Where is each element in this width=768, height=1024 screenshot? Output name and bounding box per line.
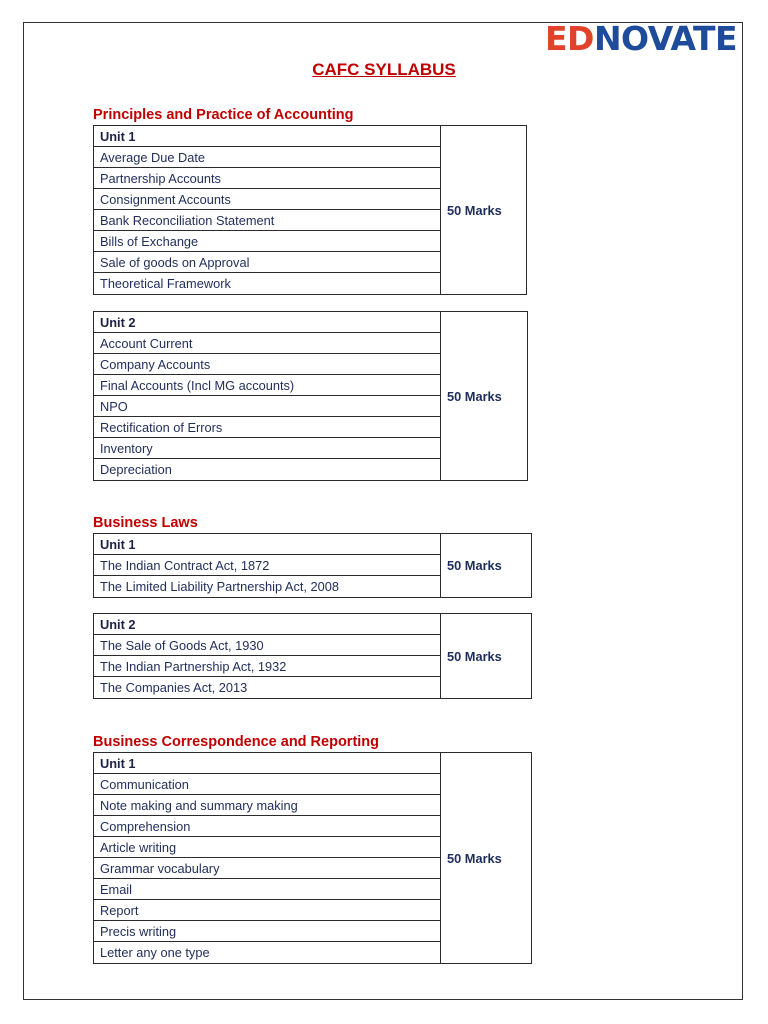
marks-cell: 50 Marks <box>447 558 502 573</box>
ednovate-logo <box>545 19 738 58</box>
topic-row: Average Due Date <box>94 147 440 168</box>
page-title: CAFC SYLLABUS <box>312 60 456 79</box>
topic-row: Article writing <box>94 837 440 858</box>
topic-row: Company Accounts <box>94 354 440 375</box>
section-title-business-laws: Business Laws <box>93 515 198 531</box>
unit-table-laws-1 <box>93 533 532 598</box>
topic-row: Comprehension <box>94 816 440 837</box>
topic-row: The Sale of Goods Act, 1930 <box>94 635 440 656</box>
topic-row: Consignment Accounts <box>94 189 440 210</box>
topic-row: Rectification of Errors <box>94 417 440 438</box>
topic-row: Letter any one type <box>100 945 210 960</box>
marks-cell: 50 Marks <box>447 202 502 218</box>
topic-row: The Companies Act, 2013 <box>100 680 248 695</box>
unit-header: Unit 1 <box>94 753 440 774</box>
topic-row: Partnership Accounts <box>94 168 440 189</box>
topic-row: Final Accounts (Incl MG accounts) <box>94 375 440 396</box>
unit-header: Unit 1 <box>94 534 440 555</box>
topic-row: Sale of goods on Approval <box>94 252 440 273</box>
topic-row: Bank Reconciliation Statement <box>94 210 440 231</box>
topic-row: NPO <box>94 396 440 417</box>
topic-row: Depreciation <box>100 462 172 477</box>
topic-row: Theoretical Framework <box>100 276 231 291</box>
topic-row: Precis writing <box>94 921 440 942</box>
unit-header: Unit 1 <box>94 126 440 147</box>
topic-list <box>94 753 441 963</box>
unit-table-accounting-2 <box>93 311 528 481</box>
topic-list <box>94 534 441 597</box>
marks-cell: 50 Marks <box>447 850 502 866</box>
topic-row: The Limited Liability Partnership Act, 2008 <box>100 579 340 594</box>
logo-novate: NOVATE <box>593 19 738 58</box>
topic-row: Report <box>94 900 440 921</box>
topic-row: Grammar vocabulary <box>94 858 440 879</box>
topic-row: Inventory <box>94 438 440 459</box>
topic-list <box>94 312 441 480</box>
topic-list <box>94 126 441 294</box>
topic-row: Note making and summary making <box>94 795 440 816</box>
unit-header: Unit 2 <box>94 312 440 333</box>
logo-ed: ED <box>545 19 594 58</box>
topic-row: Account Current <box>94 333 440 354</box>
marks-cell: 50 Marks <box>447 648 502 664</box>
section-title-correspondence: Business Correspondence and Reporting <box>93 734 380 750</box>
topic-row: Bills of Exchange <box>94 231 440 252</box>
topic-row: The Indian Partnership Act, 1932 <box>94 656 440 677</box>
unit-table-correspondence-1 <box>93 752 532 964</box>
unit-table-accounting-1 <box>93 125 527 295</box>
topic-row: Communication <box>94 774 440 795</box>
unit-table-laws-2 <box>93 613 532 699</box>
unit-header: Unit 2 <box>94 614 440 635</box>
section-title-accounting: Principles and Practice of Accounting <box>93 107 354 123</box>
topic-row: The Indian Contract Act, 1872 <box>94 555 440 576</box>
topic-row: Email <box>94 879 440 900</box>
marks-cell: 50 Marks <box>447 388 502 404</box>
topic-list <box>94 614 441 698</box>
